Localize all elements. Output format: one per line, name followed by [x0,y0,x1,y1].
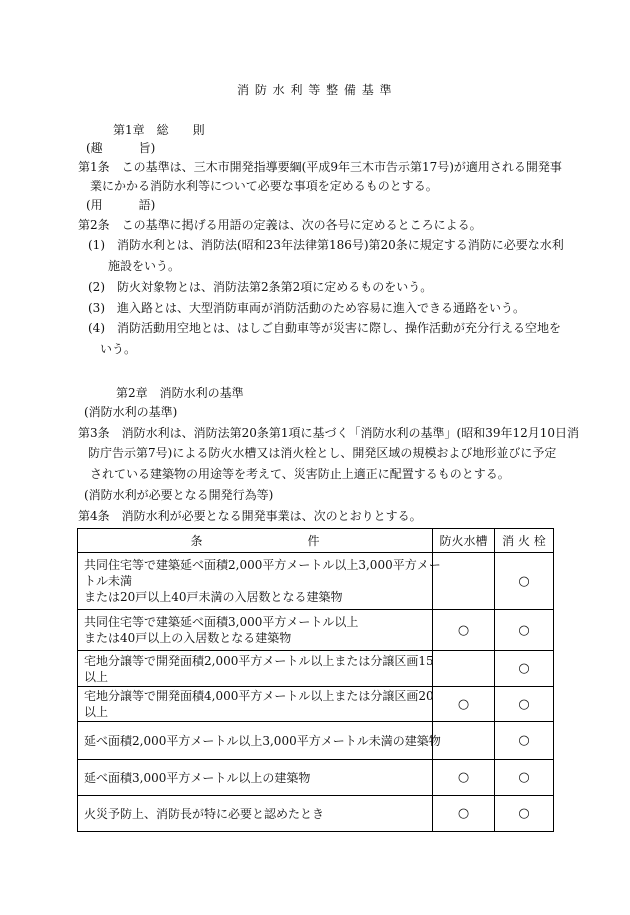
article-2-item-4: (4) 消防活動用空地とは、はしご自動車等が災害に際し、操作活動が充分行える空地を [88,321,562,335]
fire-tank-mark [433,553,495,610]
chapter-1-heading: 第1章 総 則 [113,123,205,137]
condition-line: 火災予防上、消防長が特に必要と認めたとき [84,806,325,821]
table-row [78,553,554,610]
condition-cell [78,651,433,687]
article-2-item-1-cont: 施設をいう。 [108,259,181,273]
condition-line: または20戸以上40戸未満の入居数となる建築物 [84,590,343,604]
condition-header [78,529,433,553]
hydrant-mark: ○ [495,722,554,760]
condition-line: 共同住宅等で建築延べ面積3,000平方メートル以上 [84,615,359,629]
article-4-caption: (消防水利が必要となる開発行為等) [84,488,274,502]
fire-tank-header: 防火水槽 [433,529,495,553]
table-row [78,760,554,796]
hydrant-mark: ○ [495,760,554,796]
document-title: 消 防 水 利 等 整 備 基 準 [237,83,393,97]
condition-line: 延べ面積3,000平方メートル以上の建築物 [84,770,311,785]
hydrant-mark: ○ [495,687,554,722]
condition-line: 宅地分譲等で開発面積2,000平方メートル以上または分譲区画15 [84,653,434,668]
table-row [78,610,554,651]
article-1-line: 業にかかる消防水利等について必要な事項を定めるものとする。 [90,179,438,193]
article-3-caption: (消防水利の基準) [84,405,178,419]
hydrant-mark: ○ [495,796,554,832]
hydrant-mark: ○ [495,553,554,610]
article-2-caption: (用 語) [86,198,156,212]
article-3-line: 防庁告示第7号)による防火水槽又は消火栓とし、開発区域の規模および地形並びに予定 [88,446,557,460]
condition-cell [78,722,441,760]
requirements-table [77,528,554,832]
table-row [78,722,554,760]
hydrant-mark: ○ [495,610,554,651]
hydrant-mark: ○ [495,651,554,687]
table-row [78,687,554,722]
condition-header-left: 条 [190,534,203,548]
fire-tank-mark: ○ [433,760,495,796]
fire-tank-mark [433,722,495,760]
table-row [78,651,554,687]
article-1-line: 第1条 この基準は、三木市開発指導要綱(平成9年三木市告示第17号)が適用される開発事 [78,160,562,174]
fire-tank-mark: ○ [433,796,495,832]
condition-cell [78,796,433,832]
table-header-row [78,529,554,553]
article-2-item-2: (2) 防火対象物とは、消防法第2条第2項に定めるものをいう。 [88,280,433,294]
condition-cell [78,553,441,610]
article-1-caption: (趣 旨) [86,141,156,155]
condition-cell [78,687,433,722]
article-3-line: されている建築物の用途等を考えて、災害防止上適正に配置するものとする。 [90,467,510,481]
article-2-item-3: (3) 進入路とは、大型消防車両が消防活動のため容易に進入できる通路をいう。 [88,301,526,315]
condition-line: トル未満 [84,574,133,588]
condition-line: 以上 [84,669,109,684]
article-2-line: 第2条 この基準に掲げる用語の定義は、次の各号に定めるところによる。 [78,218,482,232]
article-3-line: 第3条 消防水利は、消防法第20条第1項に基づく「消防水利の基準」(昭和39年12月10日消 [78,426,580,440]
condition-line: 共同住宅等で建築延べ面積2,000平方メートル以上3,000平方メー [84,558,441,572]
fire-tank-mark [433,651,495,687]
article-2-item-4-cont: いう。 [100,342,137,356]
fire-tank-mark: ○ [433,687,495,722]
table-row [78,796,554,832]
condition-cell [78,610,433,651]
condition-line: 宅地分譲等で開発面積4,000平方メートル以上または分譲区画20 [84,689,434,703]
condition-line: 延べ面積2,000平方メートル以上3,000平方メートル未満の建築物 [84,733,441,748]
hydrant-header: 消 火 栓 [495,529,554,553]
fire-tank-mark: ○ [433,610,495,651]
condition-cell [78,760,433,796]
chapter-2-heading: 第2章 消防水利の基準 [116,386,244,400]
article-2-item-1: (1) 消防水利とは、消防法(昭和23年法律第186号)第20条に規定する消防に必要な水利 [88,238,564,252]
condition-line: 以上 [84,705,109,719]
condition-header-right: 件 [307,534,320,548]
article-4-line: 第4条 消防水利が必要となる開発事業は、次のとおりとする。 [78,509,422,523]
condition-line: または40戸以上の入居数となる建築物 [84,631,292,645]
